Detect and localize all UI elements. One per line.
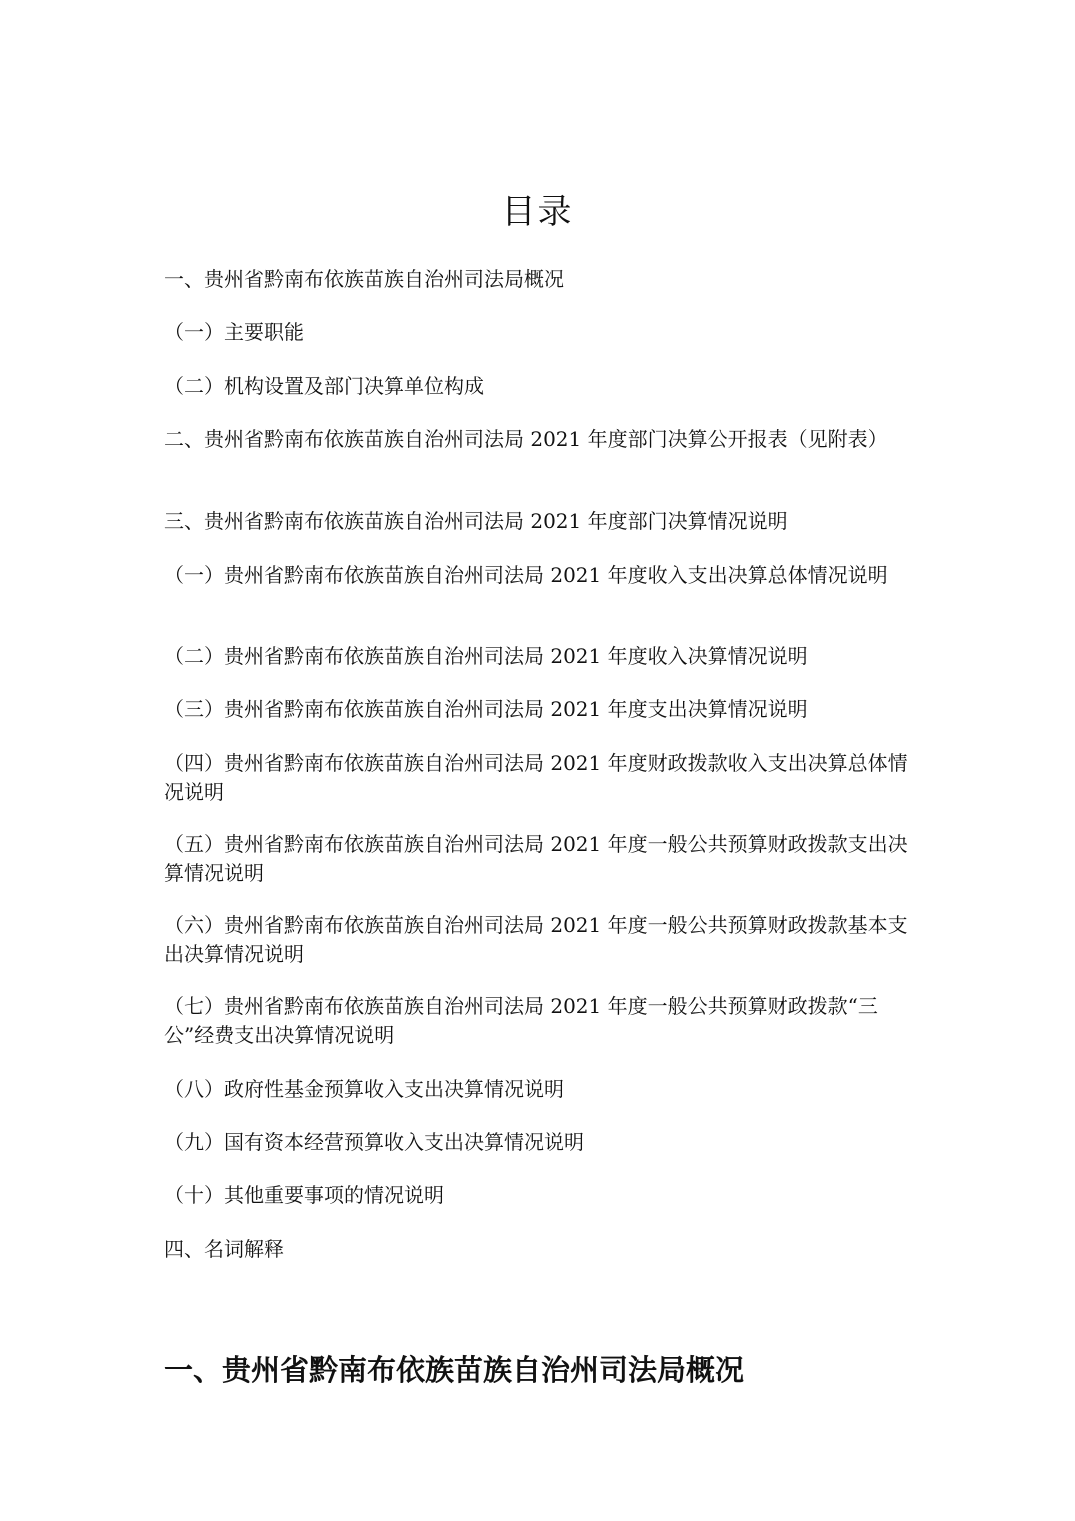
- toc-item-3-2: （二）贵州省黔南布依族苗族自治州司法局 2021 年度收入决算情况说明: [164, 644, 808, 668]
- toc-item-3-4: （四）贵州省黔南布依族苗族自治州司法局 2021 年度财政拨款收入支出决算总体情况说明: [164, 751, 908, 804]
- toc-item-3-3: （三）贵州省黔南布依族苗族自治州司法局 2021 年度支出决算情况说明: [164, 697, 808, 721]
- toc-item-3-10: （十）其他重要事项的情况说明: [164, 1183, 444, 1207]
- toc-item-1: 一、贵州省黔南布依族苗族自治州司法局概况: [164, 267, 564, 291]
- toc-item-3-7: （七）贵州省黔南布依族苗族自治州司法局 2021 年度一般公共预算财政拨款“三公”经费支出决算情况说明: [164, 994, 878, 1047]
- toc-item-3-9: （九）国有资本经营预算收入支出决算情况说明: [164, 1130, 584, 1154]
- toc-item-3-5: （五）贵州省黔南布依族苗族自治州司法局 2021 年度一般公共预算财政拨款支出决算情况说明: [164, 832, 908, 885]
- toc-item-4: 四、名词解释: [164, 1237, 284, 1261]
- toc-item-1-1: （一）主要职能: [164, 320, 304, 344]
- toc-item-3-8: （八）政府性基金预算收入支出决算情况说明: [164, 1077, 564, 1101]
- toc-item-3-6: （六）贵州省黔南布依族苗族自治州司法局 2021 年度一般公共预算财政拨款基本支出决算情况说明: [164, 913, 908, 966]
- toc-item-3: 三、贵州省黔南布依族苗族自治州司法局 2021 年度部门决算情况说明: [164, 509, 788, 533]
- toc-item-1-2: （二）机构设置及部门决算单位构成: [164, 374, 484, 398]
- section-heading: 一、贵州省黔南布依族苗族自治州司法局概况: [164, 1353, 745, 1387]
- toc-title: 目录: [501, 192, 574, 232]
- toc-item-3-1: （一）贵州省黔南布依族苗族自治州司法局 2021 年度收入支出决算总体情况说明: [164, 563, 888, 587]
- toc-item-2: 二、贵州省黔南布依族苗族自治州司法局 2021 年度部门决算公开报表（见附表）: [164, 427, 888, 451]
